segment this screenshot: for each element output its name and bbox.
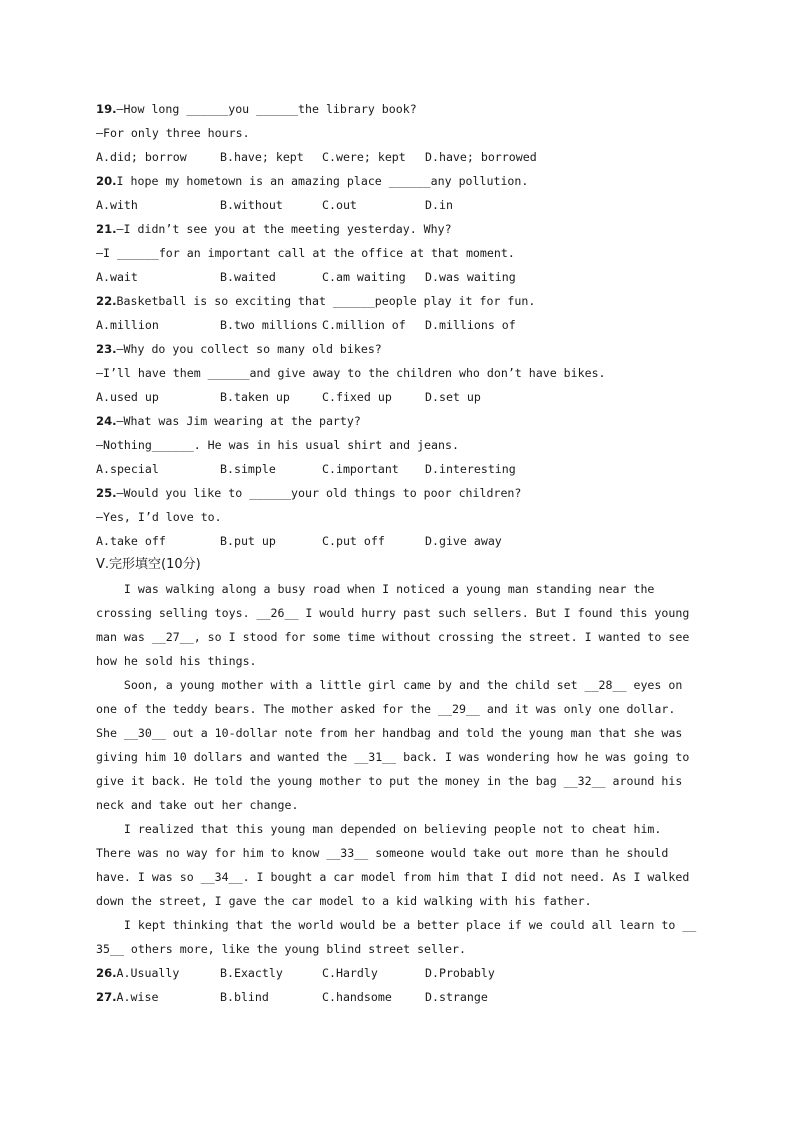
- question-19-stem: [96, 97, 706, 121]
- option-d[interactable]: D.was waiting: [425, 270, 516, 284]
- option-b[interactable]: B.simple: [220, 462, 276, 476]
- question-number: 23.: [96, 342, 117, 356]
- option-a-label: A.wise: [116, 990, 159, 1004]
- question-22-stem: [96, 289, 706, 313]
- question-27-options: [96, 985, 706, 1009]
- question-19-options: [96, 145, 706, 169]
- option-b[interactable]: B.without: [220, 198, 283, 212]
- option-b[interactable]: B.Exactly: [220, 966, 283, 980]
- passage-line: She __30__ out a 10-dollar note from her handbag and told the young man that she was: [96, 726, 683, 740]
- option-b[interactable]: B.have; kept: [220, 150, 304, 164]
- question-23-response: —I’ll have them ______and give away to the children who don’t have bikes.: [96, 366, 606, 380]
- option-a[interactable]: A.used up: [96, 390, 159, 404]
- option-d[interactable]: D.have; borrowed: [425, 150, 537, 164]
- option-b[interactable]: B.taken up: [220, 390, 290, 404]
- passage-line: crossing selling toys. __26__ I would hurry past such sellers. But I found this young: [96, 606, 690, 620]
- passage-line: man was __27__, so I stood for some time without crossing the street. I wanted to see: [96, 630, 690, 644]
- option-a[interactable]: A.with: [96, 198, 138, 212]
- question-text: I hope my hometown is an amazing place ______any pollution.: [116, 174, 529, 188]
- passage-line: I realized that this young man depended on believing people not to cheat him.: [96, 822, 662, 836]
- question-25-response: —Yes, I’d love to.: [96, 510, 222, 524]
- question-24-response: —Nothing______. He was in his usual shirt and jeans.: [96, 438, 459, 452]
- passage-line: giving him 10 dollars and wanted the __31__ back. I was wondering how he was going to: [96, 750, 690, 764]
- option-d[interactable]: D.Probably: [425, 966, 495, 980]
- option-a-label: A.Usually: [116, 966, 180, 980]
- passage-line: one of the teddy bears. The mother asked for the __29__ and it was only one dollar.: [96, 702, 676, 716]
- question-24-stem: [96, 409, 706, 433]
- option-c[interactable]: C.out: [322, 198, 357, 212]
- passage-line: Soon, a young mother with a little girl came by and the child set __28__ eyes on: [96, 678, 683, 692]
- passage-line: I kept thinking that the world would be a better place if we could all learn to __: [96, 918, 697, 932]
- passage-line: I was walking along a busy road when I noticed a young man standing near the: [96, 582, 655, 596]
- question-25-stem: [96, 481, 706, 505]
- option-a[interactable]: [96, 985, 158, 1009]
- question-number: 27.: [96, 990, 117, 1004]
- question-number: 22.: [96, 294, 117, 308]
- question-23-options: [96, 385, 706, 409]
- question-number: 26.: [96, 966, 117, 980]
- question-20-stem: [96, 169, 706, 193]
- option-b[interactable]: B.put up: [220, 534, 276, 548]
- option-d[interactable]: D.in: [425, 198, 453, 212]
- section-heading: Ⅴ.完形填空(10分): [96, 557, 201, 572]
- question-20-options: [96, 193, 706, 217]
- question-text: —Why do you collect so many old bikes?: [116, 342, 382, 356]
- option-a[interactable]: A.million: [96, 318, 159, 332]
- option-b[interactable]: B.waited: [220, 270, 276, 284]
- option-c[interactable]: C.Hardly: [322, 966, 378, 980]
- option-a[interactable]: A.special: [96, 462, 159, 476]
- question-text: —How long ______you ______the library book?: [116, 102, 417, 116]
- option-d[interactable]: D.strange: [425, 990, 488, 1004]
- question-26-options: [96, 961, 706, 985]
- question-number: 19.: [96, 102, 117, 116]
- question-24-options: [96, 457, 706, 481]
- option-d[interactable]: D.give away: [425, 534, 502, 548]
- option-b[interactable]: B.blind: [220, 990, 269, 1004]
- question-number: 25.: [96, 486, 117, 500]
- option-a[interactable]: [96, 961, 179, 985]
- passage-line: have. I was so __34__. I bought a car model from him that I did not need. As I walked: [96, 870, 690, 884]
- option-a[interactable]: A.did; borrow: [96, 150, 187, 164]
- question-text: —Would you like to ______your old things to poor children?: [116, 486, 522, 500]
- passage-line: There was no way for him to know __33__ someone would take out more than he should: [96, 846, 669, 860]
- exam-page: [96, 97, 706, 1009]
- question-text: —What was Jim wearing at the party?: [116, 414, 361, 428]
- option-d[interactable]: D.set up: [425, 390, 481, 404]
- passage-line: down the street, I gave the car model to a kid walking with his father.: [96, 894, 592, 908]
- option-c[interactable]: C.handsome: [322, 990, 392, 1004]
- option-d[interactable]: D.interesting: [425, 462, 516, 476]
- option-d[interactable]: D.millions of: [425, 318, 516, 332]
- option-a[interactable]: A.wait: [96, 270, 138, 284]
- option-a[interactable]: A.take off: [96, 534, 166, 548]
- question-23-stem: [96, 337, 706, 361]
- passage-line: how he sold his things.: [96, 654, 257, 668]
- option-c[interactable]: C.am waiting: [322, 270, 406, 284]
- cloze-passage: [96, 577, 706, 961]
- question-number: 20.: [96, 174, 117, 188]
- passage-line: 35__ others more, like the young blind street seller.: [96, 942, 466, 956]
- question-text: —I didn’t see you at the meeting yesterday. Why?: [116, 222, 452, 236]
- question-number: 24.: [96, 414, 117, 428]
- question-number: 21.: [96, 222, 117, 236]
- question-21-options: [96, 265, 706, 289]
- option-b[interactable]: B.two millions: [220, 318, 318, 332]
- option-c[interactable]: C.were; kept: [322, 150, 406, 164]
- passage-line: neck and take out her change.: [96, 798, 299, 812]
- question-text: Basketball is so exciting that ______people play it for fun.: [116, 294, 536, 308]
- option-c[interactable]: C.fixed up: [322, 390, 392, 404]
- question-22-options: [96, 313, 706, 337]
- option-c[interactable]: C.put off: [322, 534, 385, 548]
- question-21-response: —I ______for an important call at the office at that moment.: [96, 246, 515, 260]
- passage-line: give it back. He told the young mother to put the money in the bag __32__ around his: [96, 774, 683, 788]
- option-c[interactable]: C.important: [322, 462, 399, 476]
- question-21-stem: [96, 217, 706, 241]
- question-25-options: [96, 529, 706, 553]
- option-c[interactable]: C.million of: [322, 318, 406, 332]
- question-19-response: —For only three hours.: [96, 126, 250, 140]
